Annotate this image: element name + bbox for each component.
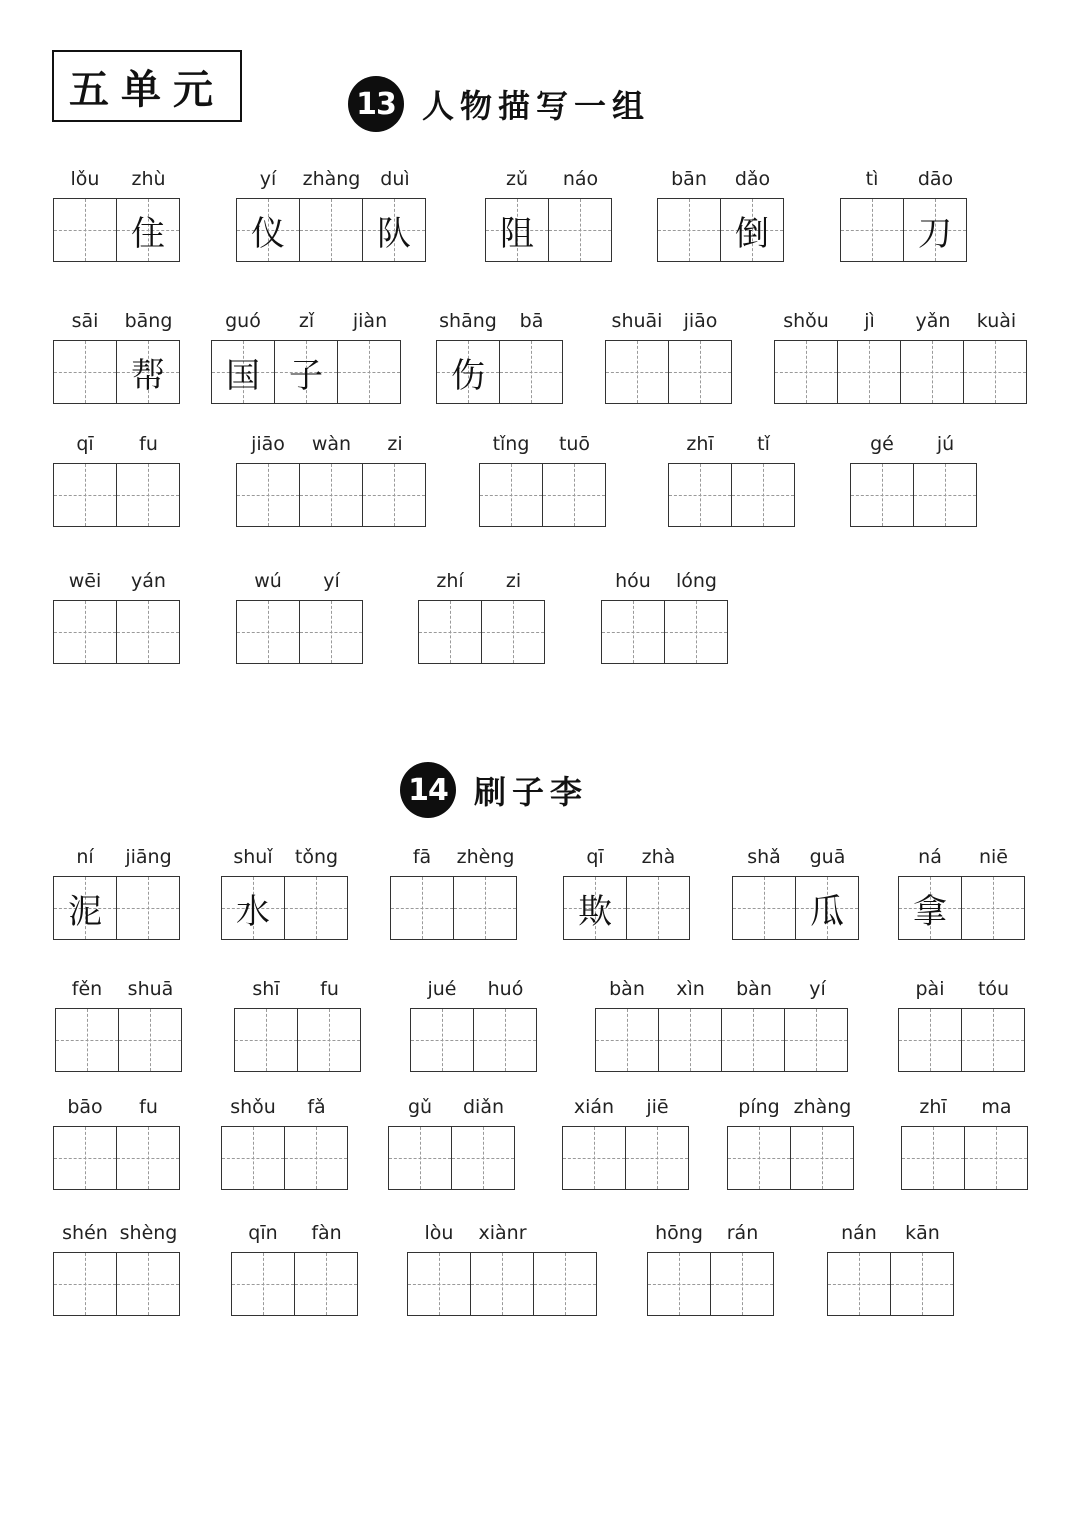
writing-cell[interactable] xyxy=(235,1009,298,1071)
writing-cell[interactable] xyxy=(237,601,300,663)
pinyin-syllable: yí xyxy=(809,978,826,1000)
pinyin-syllable: xiànr xyxy=(478,1222,527,1244)
given-character: 国 xyxy=(226,355,260,396)
writing-cell[interactable] xyxy=(117,601,179,663)
tianzige-grid xyxy=(647,1252,774,1316)
pinyin-syllable: xìn xyxy=(676,978,705,1000)
writing-cell[interactable] xyxy=(733,877,796,939)
writing-cell[interactable] xyxy=(711,1253,773,1315)
pinyin-syllable: zhèng xyxy=(456,846,515,868)
writing-cell[interactable] xyxy=(437,341,500,403)
pinyin-syllable: duì xyxy=(380,168,410,190)
tianzige-grid xyxy=(485,198,612,262)
writing-cell[interactable] xyxy=(117,341,179,403)
pinyin-syllable: diǎn xyxy=(462,1096,505,1118)
pinyin-syllable: guā xyxy=(809,846,846,868)
writing-cell[interactable] xyxy=(500,341,562,403)
writing-cell[interactable] xyxy=(841,199,904,261)
pinyin-syllable: nán xyxy=(841,1222,877,1244)
pinyin-syllable: fu xyxy=(320,978,339,1000)
pinyin-syllable: jiāo xyxy=(683,310,718,332)
writing-cell[interactable] xyxy=(54,199,117,261)
pinyin-syllable: ma xyxy=(981,1096,1012,1118)
writing-cell[interactable] xyxy=(669,341,731,403)
pinyin-syllable: shāng xyxy=(439,310,497,332)
writing-cell[interactable] xyxy=(904,199,966,261)
pinyin-syllable: yí xyxy=(259,168,277,190)
writing-cell[interactable] xyxy=(54,877,117,939)
writing-cell[interactable] xyxy=(549,199,611,261)
lesson-title: 人物描写一组 xyxy=(422,87,651,125)
pinyin-syllable: fǎ xyxy=(307,1096,326,1118)
given-character: 住 xyxy=(131,213,165,254)
writing-cell[interactable] xyxy=(669,464,732,526)
writing-cell[interactable] xyxy=(722,1009,785,1071)
pinyin-syllable: zhī xyxy=(919,1096,947,1118)
pinyin-syllable: yí xyxy=(323,570,340,592)
writing-cell[interactable] xyxy=(300,464,363,526)
writing-cell[interactable] xyxy=(899,877,962,939)
pinyin-syllable: ná xyxy=(918,846,942,868)
pinyin-syllable: niē xyxy=(978,846,1008,868)
writing-cell[interactable] xyxy=(285,1127,347,1189)
tianzige-grid xyxy=(410,1008,537,1072)
tianzige-grid xyxy=(898,876,1025,940)
pinyin-syllable: wēi xyxy=(68,570,102,592)
tianzige-grid xyxy=(732,876,859,940)
pinyin-syllable: gé xyxy=(870,433,894,455)
writing-cell[interactable] xyxy=(659,1009,722,1071)
pinyin-syllable: wàn xyxy=(311,433,352,455)
writing-cell[interactable] xyxy=(626,1127,688,1189)
writing-cell[interactable] xyxy=(237,464,300,526)
pinyin-syllable: shī xyxy=(252,978,280,1000)
pinyin-syllable: lòu xyxy=(424,1222,454,1244)
writing-cell[interactable] xyxy=(232,1253,295,1315)
pinyin-syllable: tǐng xyxy=(492,433,530,455)
writing-cell[interactable] xyxy=(534,1253,596,1315)
tianzige-grid xyxy=(827,1252,954,1316)
tianzige-grid xyxy=(901,1126,1028,1190)
writing-cell[interactable] xyxy=(54,1127,117,1189)
pinyin-syllable: bān xyxy=(671,168,707,190)
pinyin-syllable: jiāng xyxy=(125,846,172,868)
pinyin-syllable: shuǐ xyxy=(233,846,273,868)
writing-cell[interactable] xyxy=(828,1253,891,1315)
writing-cell[interactable] xyxy=(300,601,362,663)
writing-cell[interactable] xyxy=(54,464,117,526)
pinyin-syllable: jú xyxy=(936,433,955,455)
pinyin-syllable: gǔ xyxy=(407,1096,433,1118)
pinyin-syllable: qīn xyxy=(248,1222,278,1244)
lesson-14-header xyxy=(400,762,588,818)
pinyin-syllable: shuā xyxy=(127,978,174,1000)
tianzige-grid xyxy=(436,340,563,404)
tianzige-grid xyxy=(898,1008,1025,1072)
given-character: 瓜 xyxy=(810,891,844,932)
writing-cell[interactable] xyxy=(295,1253,357,1315)
writing-cell[interactable] xyxy=(452,1127,514,1189)
pinyin-syllable: fu xyxy=(139,433,158,455)
pinyin-syllable: jiāo xyxy=(251,433,285,455)
writing-cell[interactable] xyxy=(648,1253,711,1315)
pinyin-syllable: guó xyxy=(225,310,261,332)
pinyin-syllable: zhàng xyxy=(793,1096,852,1118)
writing-cell[interactable] xyxy=(721,199,783,261)
pinyin-syllable: ní xyxy=(76,846,94,868)
pinyin-syllable: zǐ xyxy=(298,310,315,332)
writing-cell[interactable] xyxy=(338,341,400,403)
given-character: 帮 xyxy=(131,355,165,396)
writing-cell[interactable] xyxy=(117,877,179,939)
tianzige-grid xyxy=(407,1252,597,1316)
writing-cell[interactable] xyxy=(851,464,914,526)
given-character: 倒 xyxy=(735,213,769,254)
pinyin-syllable: zhī xyxy=(686,433,714,455)
given-character: 仪 xyxy=(251,213,285,254)
given-character: 泥 xyxy=(68,891,102,932)
pinyin-syllable: rán xyxy=(726,1222,759,1244)
tianzige-grid xyxy=(221,876,348,940)
pinyin-syllable: jiē xyxy=(646,1096,669,1118)
writing-cell[interactable] xyxy=(474,1009,536,1071)
lesson-title: 刷子李 xyxy=(474,773,589,811)
pinyin-syllable: huó xyxy=(487,978,524,1000)
pinyin-syllable: zhàng xyxy=(302,168,361,190)
writing-cell[interactable] xyxy=(602,601,665,663)
tianzige-grid xyxy=(234,1008,361,1072)
writing-cell[interactable] xyxy=(363,464,425,526)
pinyin-syllable: zi xyxy=(505,570,522,592)
pinyin-syllable: fu xyxy=(139,1096,158,1118)
tianzige-grid xyxy=(231,1252,358,1316)
pinyin-syllable: tóu xyxy=(977,978,1010,1000)
pinyin-syllable: zhù xyxy=(131,168,166,190)
pinyin-syllable: lǒu xyxy=(70,168,100,190)
pinyin-syllable: bāo xyxy=(67,1096,103,1118)
writing-cell[interactable] xyxy=(117,199,179,261)
writing-cell[interactable] xyxy=(117,1127,179,1189)
pinyin-syllable: dāo xyxy=(917,168,954,190)
writing-cell[interactable] xyxy=(363,199,425,261)
writing-cell[interactable] xyxy=(596,1009,659,1071)
tianzige-grid xyxy=(53,876,180,940)
pinyin-syllable: zhí xyxy=(436,570,464,592)
writing-cell[interactable] xyxy=(486,199,549,261)
tianzige-grid xyxy=(727,1126,854,1190)
writing-cell[interactable] xyxy=(222,1127,285,1189)
pinyin-syllable: yǎn xyxy=(915,310,951,332)
pinyin-syllable: kān xyxy=(905,1222,940,1244)
tianzige-grid xyxy=(657,198,784,262)
pinyin-syllable: hóu xyxy=(615,570,651,592)
tianzige-grid xyxy=(668,463,795,527)
pinyin-syllable: bàn xyxy=(609,978,645,1000)
given-character: 阻 xyxy=(500,213,534,254)
writing-cell[interactable] xyxy=(964,341,1026,403)
pinyin-syllable: píng xyxy=(738,1096,780,1118)
pinyin-syllable: shèng xyxy=(119,1222,178,1244)
given-character: 子 xyxy=(289,355,323,396)
pinyin-syllable: dǎo xyxy=(734,168,771,190)
pinyin-syllable: tǒng xyxy=(294,846,339,868)
pinyin-syllable: shén xyxy=(62,1222,108,1244)
unit-title: 五单元 xyxy=(52,50,242,122)
pinyin-syllable: pài xyxy=(915,978,945,1000)
pinyin-syllable: zǔ xyxy=(505,168,528,190)
writing-cell[interactable] xyxy=(482,601,544,663)
tianzige-grid xyxy=(605,340,732,404)
given-character: 队 xyxy=(377,213,411,254)
tianzige-grid xyxy=(388,1126,515,1190)
writing-cell[interactable] xyxy=(775,341,838,403)
writing-cell[interactable] xyxy=(454,877,516,939)
given-character: 刀 xyxy=(918,213,952,254)
writing-cell[interactable] xyxy=(391,877,454,939)
writing-cell[interactable] xyxy=(408,1253,471,1315)
pinyin-syllable: shǒu xyxy=(783,310,829,332)
pinyin-syllable: xián xyxy=(573,1096,615,1118)
writing-cell[interactable] xyxy=(965,1127,1027,1189)
writing-cell[interactable] xyxy=(728,1127,791,1189)
pinyin-syllable: lóng xyxy=(675,570,717,592)
writing-cell[interactable] xyxy=(902,1127,965,1189)
lesson-13-header xyxy=(348,76,650,132)
writing-cell[interactable] xyxy=(838,341,901,403)
writing-cell[interactable] xyxy=(732,464,794,526)
pinyin-syllable: jiàn xyxy=(352,310,388,332)
pinyin-syllable: bàn xyxy=(736,978,772,1000)
writing-cell[interactable] xyxy=(389,1127,452,1189)
writing-cell[interactable] xyxy=(285,877,347,939)
pinyin-syllable: yán xyxy=(131,570,166,592)
writing-cell[interactable] xyxy=(298,1009,360,1071)
pinyin-syllable: jì xyxy=(864,310,875,332)
pinyin-syllable: kuài xyxy=(976,310,1017,332)
pinyin-syllable: tì xyxy=(865,168,879,190)
pinyin-syllable: fā xyxy=(412,846,432,868)
pinyin-syllable: hōng xyxy=(655,1222,703,1244)
given-character: 伤 xyxy=(451,355,485,396)
tianzige-grid xyxy=(211,340,401,404)
pinyin-syllable: qī xyxy=(76,433,94,455)
lesson-number-badge: 14 xyxy=(400,762,456,818)
tianzige-grid xyxy=(55,1008,182,1072)
writing-cell[interactable] xyxy=(119,1009,181,1071)
writing-cell[interactable] xyxy=(300,199,363,261)
tianzige-grid xyxy=(595,1008,848,1072)
writing-cell[interactable] xyxy=(117,1253,179,1315)
tianzige-grid xyxy=(840,198,967,262)
writing-cell[interactable] xyxy=(962,877,1024,939)
writing-cell[interactable] xyxy=(117,464,179,526)
writing-cell[interactable] xyxy=(237,199,300,261)
tianzige-grid xyxy=(53,198,180,262)
tianzige-grid xyxy=(221,1126,348,1190)
writing-cell[interactable] xyxy=(891,1253,953,1315)
pinyin-syllable: tuō xyxy=(558,433,591,455)
pinyin-syllable: shuāi xyxy=(611,310,663,332)
tianzige-grid xyxy=(562,1126,689,1190)
pinyin-syllable: shǎ xyxy=(747,846,781,868)
given-character: 拿 xyxy=(913,891,947,932)
writing-cell[interactable] xyxy=(212,341,275,403)
writing-cell[interactable] xyxy=(54,1253,117,1315)
writing-cell[interactable] xyxy=(543,464,605,526)
writing-cell[interactable] xyxy=(564,877,627,939)
tianzige-grid xyxy=(236,600,363,664)
pinyin-syllable: zi xyxy=(387,433,403,455)
tianzige-grid xyxy=(563,876,690,940)
writing-cell[interactable] xyxy=(791,1127,853,1189)
writing-cell[interactable] xyxy=(962,1009,1024,1071)
tianzige-grid xyxy=(774,340,1027,404)
tianzige-grid xyxy=(850,463,977,527)
pinyin-syllable: jué xyxy=(427,978,457,1000)
tianzige-grid xyxy=(418,600,545,664)
writing-cell[interactable] xyxy=(899,1009,962,1071)
tianzige-grid xyxy=(53,463,180,527)
writing-cell[interactable] xyxy=(222,877,285,939)
writing-cell[interactable] xyxy=(627,877,689,939)
writing-cell[interactable] xyxy=(54,341,117,403)
pinyin-syllable: bā xyxy=(519,310,544,332)
writing-cell[interactable] xyxy=(419,601,482,663)
tianzige-grid xyxy=(236,198,426,262)
given-character: 水 xyxy=(236,891,270,932)
writing-cell[interactable] xyxy=(796,877,858,939)
tianzige-grid xyxy=(53,1252,180,1316)
tianzige-grid xyxy=(601,600,728,664)
tianzige-grid xyxy=(53,600,180,664)
writing-cell[interactable] xyxy=(563,1127,626,1189)
pinyin-syllable: fěn xyxy=(71,978,103,1000)
pinyin-syllable: fàn xyxy=(311,1222,342,1244)
pinyin-syllable: sāi xyxy=(71,310,99,332)
writing-cell[interactable] xyxy=(411,1009,474,1071)
writing-cell[interactable] xyxy=(606,341,669,403)
writing-cell[interactable] xyxy=(480,464,543,526)
writing-cell[interactable] xyxy=(471,1253,534,1315)
tianzige-grid xyxy=(236,463,426,527)
writing-cell[interactable] xyxy=(901,341,964,403)
writing-cell[interactable] xyxy=(56,1009,119,1071)
writing-cell[interactable] xyxy=(914,464,976,526)
pinyin-syllable: shǒu xyxy=(230,1096,276,1118)
writing-cell[interactable] xyxy=(54,601,117,663)
writing-cell[interactable] xyxy=(665,601,727,663)
writing-cell[interactable] xyxy=(658,199,721,261)
writing-cell[interactable] xyxy=(785,1009,847,1071)
pinyin-syllable: bāng xyxy=(124,310,173,332)
tianzige-grid xyxy=(390,876,517,940)
tianzige-grid xyxy=(53,1126,180,1190)
pinyin-syllable: náo xyxy=(562,168,599,190)
pinyin-syllable: wú xyxy=(254,570,282,592)
lesson-number-badge: 13 xyxy=(348,76,404,132)
writing-cell[interactable] xyxy=(275,341,338,403)
tianzige-grid xyxy=(53,340,180,404)
pinyin-syllable: qī xyxy=(586,846,604,868)
pinyin-syllable: tǐ xyxy=(757,433,770,455)
tianzige-grid xyxy=(479,463,606,527)
given-character: 欺 xyxy=(578,891,612,932)
pinyin-syllable: zhà xyxy=(641,846,676,868)
